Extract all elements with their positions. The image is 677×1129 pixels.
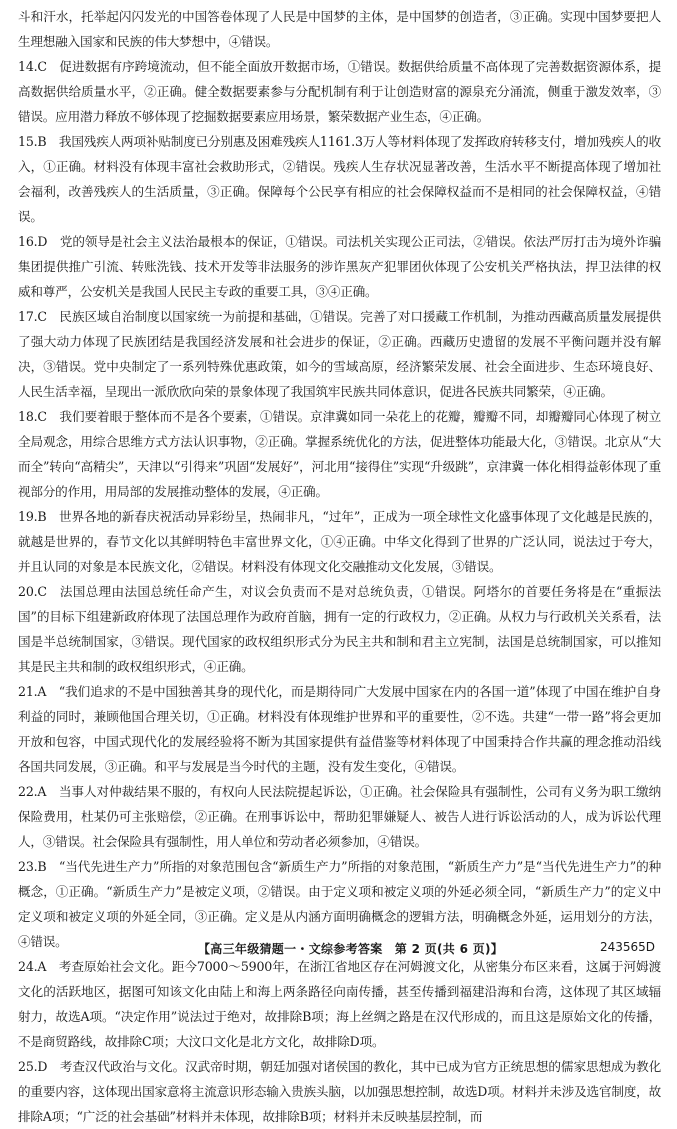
footer-title: 【高三年级猜题一・文综参考答案 第 2 页(共 6 页)】 — [198, 942, 504, 956]
answer-item — [18, 679, 661, 779]
question-number: 24.A — [18, 959, 47, 974]
answer-explanation: 党的领导是社会主义法治最根本的保证，①错误。司法机关实现公正司法，②错误。依法严厉打击为境外诈骗集团提供推广引流、转账洗钱、技术开发等非法服务的涉诈黑灰产犯罪团伙体现了公安机关严格执法，捍卫法律的权威和尊严，公安机关是我国人民民主专政的重要工具，③④正确。 — [18, 234, 661, 299]
answer-list — [18, 54, 661, 1129]
question-number: 19.B — [18, 509, 47, 524]
answer-explanation: 当事人对仲裁结果不服的，有权向人民法院提起诉讼，①正确。社会保险具有强制性，公司有义务为职工缴纳保险费用，杜某仍可主张赔偿，②正确。在刑事诉讼中，帮助犯罪嫌疑人、被告人进行诉讼活动的人，成为诉讼代理人，③错误。社会保险具有强制性，用人单位和劳动者必须参加，④错误。 — [18, 784, 661, 849]
answer-item — [18, 129, 661, 229]
question-number: 23.B — [18, 859, 47, 874]
answer-explanation: 我国残疾人两项补贴制度已分别惠及困难残疾人1161.3万人等材料体现了发挥政府转移支付，增加残疾人的收入，①正确。材料没有体现丰富社会救助形式，②错误。残疾人生存状况显著改善，生活水平不断提高体现了增加社会福利，改善残疾人的生活质量，③正确。保障每个公民享有相应的社会保障权益而不是相同的社会保障权益，④错误。 — [18, 134, 661, 224]
page-footer — [0, 940, 677, 962]
question-number: 17.C — [18, 309, 47, 324]
answer-item — [18, 954, 661, 1054]
answer-explanation: 促进数据有序跨境流动，但不能全面放开数据市场，①错误。数据供给质量不高体现了完善数据资源体系，提高数据供给质量水平，②正确。健全数据要素参与分配机制有利于让创造财富的源泉充分涌流，侧重于激发效率，③错误。应用潜力释放不够体现了挖掘数据要素应用场景，繁荣数据产业生态，④正确。 — [18, 59, 661, 124]
footer-code: 243565D — [599, 940, 655, 954]
answer-explanation: “当代先进生产力”所指的对象范围包含“新质生产力”所指的对象范围，“新质生产力”是“当代先进生产力”的种概念，①正确。“新质生产力”是被定义项，②错误。由于定义项和被定义项的外延必须全同，“新质生产力”的定义中定义项和被定义项的外延全同，③正确。定义是从内涵方面明确概念的逻辑方法，明确概念外延，运用划分的方法，④错误。 — [18, 859, 661, 949]
answer-explanation: 法国总理由法国总统任命产生，对议会负责而不是对总统负责，①错误。阿塔尔的首要任务将是在“重振法国”的目标下组建新政府体现了法国总理作为政府首脑，拥有一定的行政权力，②正确。从权力与行政机关关系看，法国是半总统制国家，③错误。现代国家的政权组织形式分为民主共和制和君主立宪制，法国是总统制国家，可以推知其是民主共和制的政权组织形式，④正确。 — [18, 584, 661, 674]
answer-explanation: 考查原始社会文化。距今7000～5900年，在浙江省地区存在河姆渡文化，从密集分布区来看，这属于河姆渡文化的活跃地区，据图可知该文化由陆上和海上两条路径向南传播，甚至传播到福建沿海和台湾，这体现了其区域辐射力，故选A项。“决定作用”说法过于绝对，故排除B项；海上丝绸之路是在汉代形成的，而且这是原始文化的传播，不是商贸路线，故排除C项；大汶口文化是北方文化，故排除D项。 — [18, 959, 661, 1049]
answer-item — [18, 779, 661, 854]
question-number: 22.A — [18, 784, 47, 799]
answer-item — [18, 504, 661, 579]
answer-explanation: 民族区域自治制度以国家统一为前提和基础，①错误。完善了对口援藏工作机制，为推动西藏高质量发展提供了强大动力体现了民族团结是我国经济发展和社会进步的保证，②正确。西藏历史遗留的发展不平衡问题并没有解决，③错误。党中央制定了一系列特殊优惠政策，如今的雪域高原，经济繁荣发展、社会全面进步、生态环境良好、人民生活幸福，呈现出一派欣欣向荣的景象体现了我国筑牢民族共同体意识，促进各民族共同繁荣，④正确。 — [18, 309, 661, 399]
answer-item — [18, 854, 661, 954]
question-number: 20.C — [18, 584, 47, 599]
answer-item — [18, 54, 661, 129]
question-number: 16.D — [18, 234, 48, 249]
answer-item — [18, 404, 661, 504]
answer-explanation: 我们要着眼于整体而不是各个要素，①错误。京津冀如同一朵花上的花瓣，瓣瓣不同，却瓣瓣同心体现了树立全局观念，用综合思维方式方法认识事物，②正确。掌握系统优化的方法，促进整体功能最大化，③错误。北京从“大而全”转向“高精尖”，天津以“引得来”巩固“发展好”，河北用“接得住”实现“升级跳”，京津冀一体化相得益彰体现了重视部分的作用，用局部的发展推动整体的发展，④正确。 — [18, 409, 661, 499]
answer-item — [18, 304, 661, 404]
question-number: 25.D — [18, 1059, 48, 1074]
question-number: 15.B — [18, 134, 47, 149]
answer-item — [18, 229, 661, 304]
question-number: 14.C — [18, 59, 47, 74]
answer-explanation: “我们追求的不是中国独善其身的现代化，而是期待同广大发展中国家在内的各国一道”体现了中国在维护自身利益的同时，兼顾他国合理关切，①正确。材料没有体现维护世界和平的重要性，②不选。共建“一带一路”将会更加开放和包容，中国式现代化的发展经验将不断为其国家提供有益借鉴等材料体现了中国秉持合作共赢的理念推动沿线各国共同发展，③正确。和平与发展是当今时代的主题，没有发生变化，④错误。 — [18, 684, 661, 774]
question-number: 18.C — [18, 409, 47, 424]
lead-paragraph: 斗和汗水，托举起闪闪发光的中国答卷体现了人民是中国梦的主体，是中国梦的创造者，③正确。实现中国梦要把人生理想融入国家和民族的伟大梦想中，④错误。 — [18, 9, 661, 49]
question-number: 21.A — [18, 684, 47, 699]
answer-item — [18, 1054, 661, 1129]
answer-explanation: 考查汉代政治与文化。汉武帝时期，朝廷加强对诸侯国的教化，其中已成为官方正统思想的儒家思想成为教化的重要内容，这体现出国家意将主流意识形态输入贵族头脑，以加强思想控制，故选D项。材料并未涉及选官制度，故排除A项；“广泛的社会基础”材料并未体现，故排除B项；材料并未反映基层控制，而 — [18, 1059, 661, 1124]
answer-item — [18, 579, 661, 679]
answer-explanation: 世界各地的新春庆祝活动异彩纷呈，热闹非凡，“过年”，正成为一项全球性文化盛事体现了文化越是民族的，就越是世界的，春节文化以其鲜明特色丰富世界文化，①④正确。中华文化得到了世界的广泛认同，说法过于夸大，并且认同的对象是本民族文化，②错误。材料没有体现文化交融推动文化发展，③错误。 — [18, 509, 661, 574]
